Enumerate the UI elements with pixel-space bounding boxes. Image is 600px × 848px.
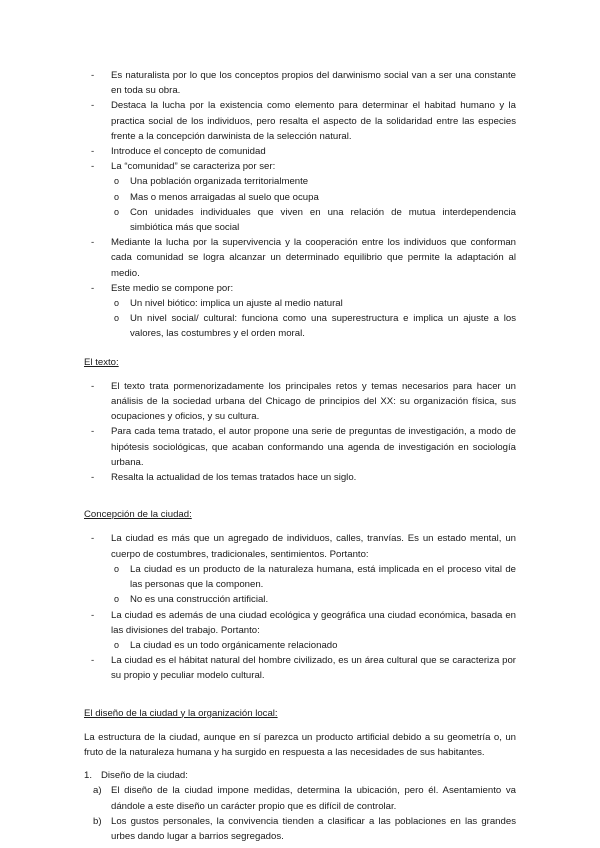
numbered-list	[84, 768, 516, 844]
list-item: - Resalta la actualidad de los temas tratados hace un siglo.	[84, 470, 516, 485]
sub-list-item: o Con unidades individuales que viven en una relación de mutua interdependencia simbiótica más que social	[84, 205, 516, 235]
list-item: - Destaca la lucha por la existencia como elemento para determinar el habitad humano y la practica social de los individuos, pero resalta el aspecto de la solidaridad entre las especies frente a la concepción darwinista de la selección natural.	[84, 98, 516, 144]
sub-list-item: o No es una construcción artificial.	[84, 592, 516, 607]
section-heading-diseno: El diseño de la ciudad y la organización local:	[84, 707, 278, 719]
sub-list-item: o La ciudad es un todo orgánicamente relacionado	[84, 638, 516, 653]
list-item: - La ciudad es el hábitat natural del hombre civilizado, es un área cultural que se caracteriza por su propio y peculiar modelo cultural.	[84, 653, 516, 683]
el-texto-bullet-list	[84, 379, 516, 485]
body-paragraph: La estructura de la ciudad, aunque en sí parezca un producto artificial debido a su geometría o, un fruto de la naturaleza humana y ha surgido en respuesta a las necesidades de sus habitantes.	[84, 731, 516, 758]
intro-bullet-list	[84, 68, 516, 342]
lettered-list	[84, 783, 516, 844]
list-marker: b)	[93, 815, 102, 827]
list-item: - La ciudad es además de una ciudad ecológica y geográfica una ciudad económica, basada en las divisiones del trabajo. Portanto: o La ciudad es un todo orgánicamente relacionado	[84, 608, 516, 654]
sub-list-item: o La ciudad es un producto de la naturaleza humana, está implicada en el proceso vital de las personas que la componen.	[84, 562, 516, 592]
list-item: - La “comunidad” se caracteriza por ser: o Una población organizada territorialmente o Mas o menos arraigadas al suelo que ocupa o Con unidades individuales que viven en una relación de mutua interdependencia simbiótica más que social	[84, 159, 516, 235]
sub-list-item: o Un nivel biótico: implica un ajuste al medio natural	[84, 296, 516, 311]
sub-list	[84, 174, 516, 235]
concepcion-bullet-list	[84, 531, 516, 683]
lettered-item: b) Los gustos personales, la convivencia tienden a clasificar a las poblaciones en las grandes urbes dando lugar a barrios segregados.	[93, 815, 516, 842]
sub-list	[84, 638, 516, 653]
sub-list-item: o Una población organizada territorialmente	[84, 174, 516, 189]
section-heading-concepcion: Concepción de la ciudad:	[84, 509, 192, 521]
numbered-item: 1. Diseño de la ciudad: a) El diseño de la ciudad impone medidas, determina la ubicación, pero él. Asentamiento va dándole a este diseño un carácter propio que es difícil de controlar. b) Los gustos personales, la convivencia tienden a clasificar a las poblaciones en las grandes urbes dando lugar a barrios segregados.	[84, 768, 516, 844]
list-item: - Introduce el concepto de comunidad	[84, 144, 516, 159]
sub-list	[84, 296, 516, 342]
sub-list	[84, 562, 516, 608]
list-item: - Este medio se compone por: o Un nivel biótico: implica un ajuste al medio natural o Un nivel social/ cultural: funciona como una superestructura e implica un ajuste a los valores, las costumbres y el orden moral.	[84, 281, 516, 342]
list-item: - Mediante la lucha por la supervivencia y la cooperación entre los individuos que conforman cada comunidad se logra alcanzar un determinado equilibrio que permite la adaptación al medio.	[84, 235, 516, 281]
list-item: - El texto trata pormenorizadamente los principales retos y temas necesarios para hacer un análisis de la sociedad urbana del Chicago de principios del XX: su organización física, sus ocupaciones y oficios, y su cultura.	[84, 379, 516, 425]
section-heading-el-texto: El texto:	[84, 356, 119, 368]
list-marker: a)	[93, 785, 102, 797]
list-item: - La ciudad es más que un agregado de individuos, calles, tranvías. Es un estado mental, un cuerpo de costumbres, tradicionales, sentimientos. Portanto: o La ciudad es un producto de la naturaleza humana, está implicada en el proceso vital de las personas que la componen. o No es una construcción artificial.	[84, 531, 516, 607]
list-marker: 1.	[84, 770, 93, 782]
list-item: - Es naturalista por lo que los conceptos propios del darwinismo social van a ser una constante en toda su obra.	[84, 68, 516, 98]
sub-list-item: o Un nivel social/ cultural: funciona como una superestructura e implica un ajuste a los valores, las costumbres y el orden moral.	[84, 311, 516, 341]
lettered-item: a) El diseño de la ciudad impone medidas, determina la ubicación, pero él. Asentamiento va dándole a este diseño un carácter propio que es difícil de controlar.	[93, 785, 516, 812]
sub-list-item: o Mas o menos arraigadas al suelo que ocupa	[84, 190, 516, 205]
list-item: - Para cada tema tratado, el autor propone una serie de preguntas de investigación, a modo de hipótesis sociológicas, que acaban conformando una agenda de investigación en sociología urbana.	[84, 424, 516, 470]
